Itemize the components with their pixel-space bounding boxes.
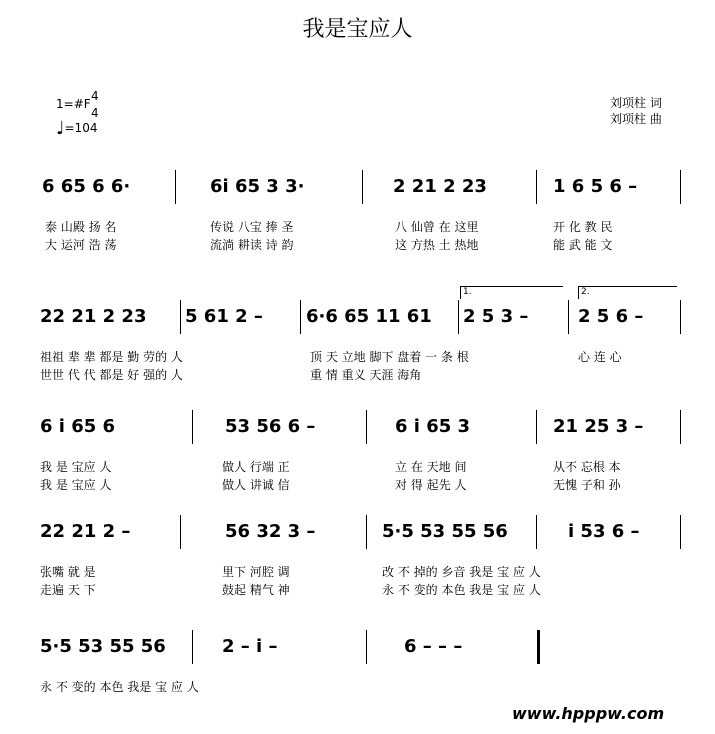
song-title: 我是宝应人: [302, 17, 413, 42]
notes-line: [0, 170, 715, 210]
barline: [536, 515, 537, 549]
lyric-verse-2: 永 不 变的 本色 我是 宝 应 人: [382, 583, 541, 597]
quarter-note-icon: ♩: [56, 118, 65, 139]
barline: [366, 630, 367, 664]
credits: [610, 95, 662, 127]
lyric-verse-1: 做人 行端 正: [222, 460, 290, 474]
score-row: [0, 410, 715, 520]
measure-notes: 21 25 3 –: [553, 416, 644, 437]
measure-notes: 5·5 53 55 56: [40, 636, 166, 657]
barline: [366, 410, 367, 444]
measure-notes: 53 56 6 –: [225, 416, 316, 437]
composer-credit: 刘项柱 曲: [610, 112, 662, 126]
notes-line: [0, 287, 715, 340]
barline: [536, 170, 537, 204]
time-signature-top: 4: [91, 89, 99, 103]
lyric-verse-2: 无愧 子和 孙: [553, 478, 621, 492]
score-row: [0, 287, 715, 410]
measure-notes: 2 – i –: [222, 636, 278, 657]
time-signature-bottom: 4: [91, 106, 99, 120]
barline: [175, 170, 176, 204]
lyric-verse-2: 走遍 天 下: [40, 583, 96, 597]
measure-notes: i 53 6 –: [568, 521, 640, 542]
notes-line: [0, 410, 715, 450]
measure-notes: 6 i 65 3: [395, 416, 471, 437]
lyric-verse-1: 八 仙曾 在 这里: [395, 220, 479, 234]
notes-line: [0, 630, 715, 670]
barline: [680, 515, 681, 549]
lyric-verse-1: 传说 八宝 捧 圣: [210, 220, 294, 234]
lyric-verse-1: 改 不 掉的 乡音 我是 宝 应 人: [382, 565, 541, 579]
key-signature: 1=#F: [56, 97, 91, 111]
barline: [180, 515, 181, 549]
barline: [300, 300, 301, 334]
measure-notes: 6i 65 3 3·: [210, 176, 305, 197]
measure-notes: 5 61 2 –: [185, 306, 263, 327]
measure-notes: 56 32 3 –: [225, 521, 316, 542]
barline: [680, 410, 681, 444]
measure-notes: 2 21 2 23: [393, 176, 487, 197]
lyric-verse-2: 流淌 耕读 诗 韵: [210, 238, 294, 252]
lyric-verse-1: 祖祖 辈 辈 都是 勤 劳的 人: [40, 350, 183, 364]
lyric-verse-1: 里下 河腔 调: [222, 565, 290, 579]
barline: [362, 170, 363, 204]
lyric-verse-1: 泰 山殿 扬 名: [45, 220, 117, 234]
lyric-verse-1: 心 连 心: [578, 350, 622, 364]
barline: [192, 410, 193, 444]
barline: [680, 300, 681, 334]
measure-notes: 22 21 2 23: [40, 306, 147, 327]
lyric-verse-1: 张嘴 就 是: [40, 565, 96, 579]
lyric-verse-2: 世世 代 代 都是 好 强的 人: [40, 368, 183, 382]
measure-notes: 6 i 65 6: [40, 416, 116, 437]
measure-notes: 2 5 6 –: [578, 306, 644, 327]
barline: [536, 410, 537, 444]
lyric-verse-2: 能 武 能 文: [553, 238, 613, 252]
lyric-verse-1: 开 化 教 民: [553, 220, 613, 234]
measure-notes: 6 65 6 6·: [42, 176, 131, 197]
measure-notes: 6·6 65 11 61: [306, 306, 432, 327]
measure-notes: 6 – – –: [404, 636, 463, 657]
lyric-verse-2: 对 得 起先 人: [395, 478, 467, 492]
volta-second-ending: 2.: [578, 286, 677, 299]
score-row: [0, 170, 715, 280]
lyric-verse-2: 大 运河 浩 荡: [45, 238, 117, 252]
lyric-verse-2: 这 方热 土 热地: [395, 238, 479, 252]
barline: [537, 630, 540, 664]
volta-first-ending: 1.: [460, 286, 563, 299]
barline: [568, 300, 569, 334]
lyric-verse-1: 从不 忘根 本: [553, 460, 621, 474]
score-row: [0, 515, 715, 625]
lyric-verse-2: 我 是 宝应 人: [40, 478, 112, 492]
lyricist-credit: 刘项柱 词: [610, 96, 662, 110]
lyric-verse-2: 鼓起 精气 神: [222, 583, 290, 597]
notes-line: [0, 515, 715, 555]
measure-notes: 22 21 2 –: [40, 521, 131, 542]
lyric-verse-1: 我 是 宝应 人: [40, 460, 112, 474]
tempo-value: =104: [64, 121, 98, 135]
tempo-marking: [56, 118, 97, 139]
barline: [458, 300, 459, 334]
watermark: www.hpppw.com: [512, 704, 665, 723]
lyric-verse-1: 顶 天 立地 脚下 盘着 一 条 根: [310, 350, 469, 364]
measure-notes: 5·5 53 55 56: [382, 521, 508, 542]
lyric-verse-2: 重 情 重义 天涯 海角: [310, 368, 422, 382]
lyric-verse-2: 做人 讲诚 信: [222, 478, 290, 492]
measure-notes: 1 6 5 6 –: [553, 176, 638, 197]
barline: [366, 515, 367, 549]
lyric-verse-1: 永 不 变的 本色 我是 宝 应 人: [40, 680, 199, 694]
barline: [180, 300, 181, 334]
lyric-verse-1: 立 在 天地 间: [395, 460, 467, 474]
barline: [192, 630, 193, 664]
barline: [680, 170, 681, 204]
measure-notes: 2 5 3 –: [463, 306, 529, 327]
